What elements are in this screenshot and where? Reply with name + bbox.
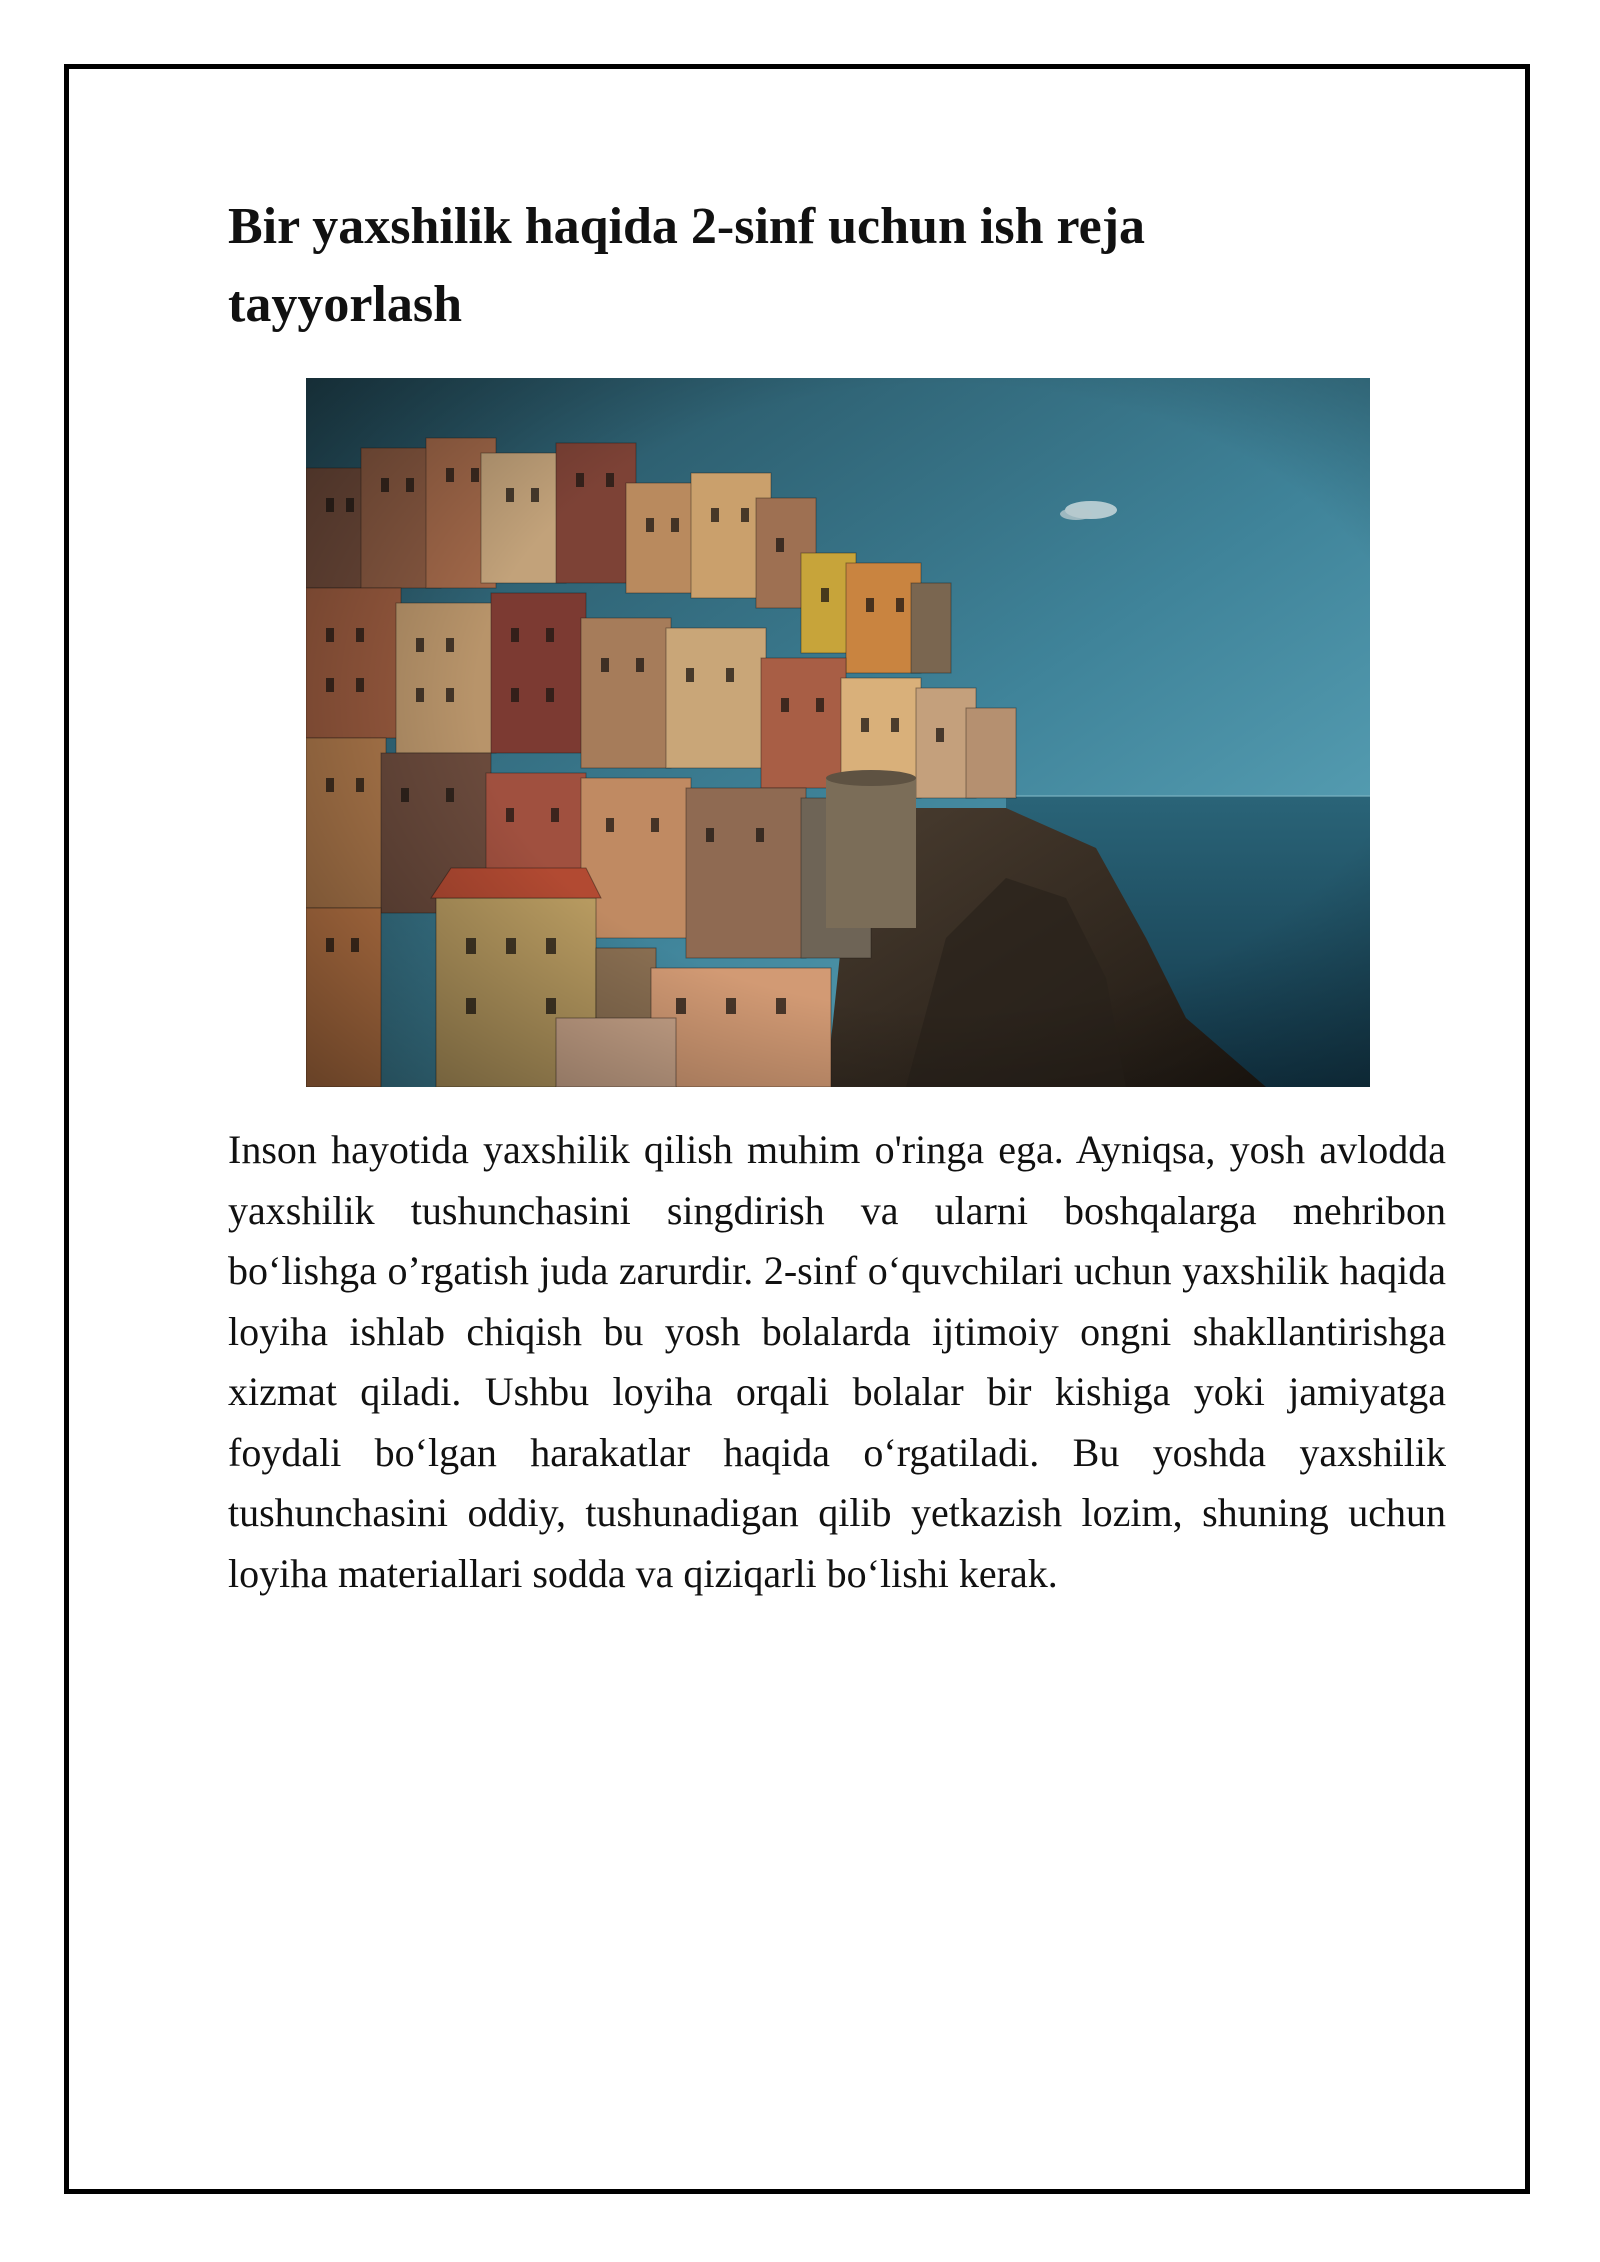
- cliffside-village-photo: [306, 378, 1370, 1087]
- document-title: Bir yaxshilik haqida 2-sinf uchun ish reja tayyorlash: [228, 198, 1146, 333]
- body-paragraph: Inson hayotida yaxshilik qilish muhim o'ringa ega. Ayniqsa, yosh avlodda yaxshilik tushunchasini singdirish va ularni boshqalarga mehribon bo‘lishga o’rgatish juda zarurdir. 2-sinf o‘quvchilari uchun yaxshilik haqida loyiha ishlab chiqish bu yosh bolalarda ijtimoiy ongni shakllantirishga xizmat qiladi. Ushbu loyiha orqali bolalar bir kishiga yoki jamiyatga foydali bo‘lgan harakatlar haqida o‘rgatiladi. Bu yoshda yaxshilik tushunchasini oddiy, tushunadigan qilib yetkazish lozim, shuning uchun loyiha materiallari sodda va qiziqarli bo‘lishi kerak.: [228, 1127, 1446, 1596]
